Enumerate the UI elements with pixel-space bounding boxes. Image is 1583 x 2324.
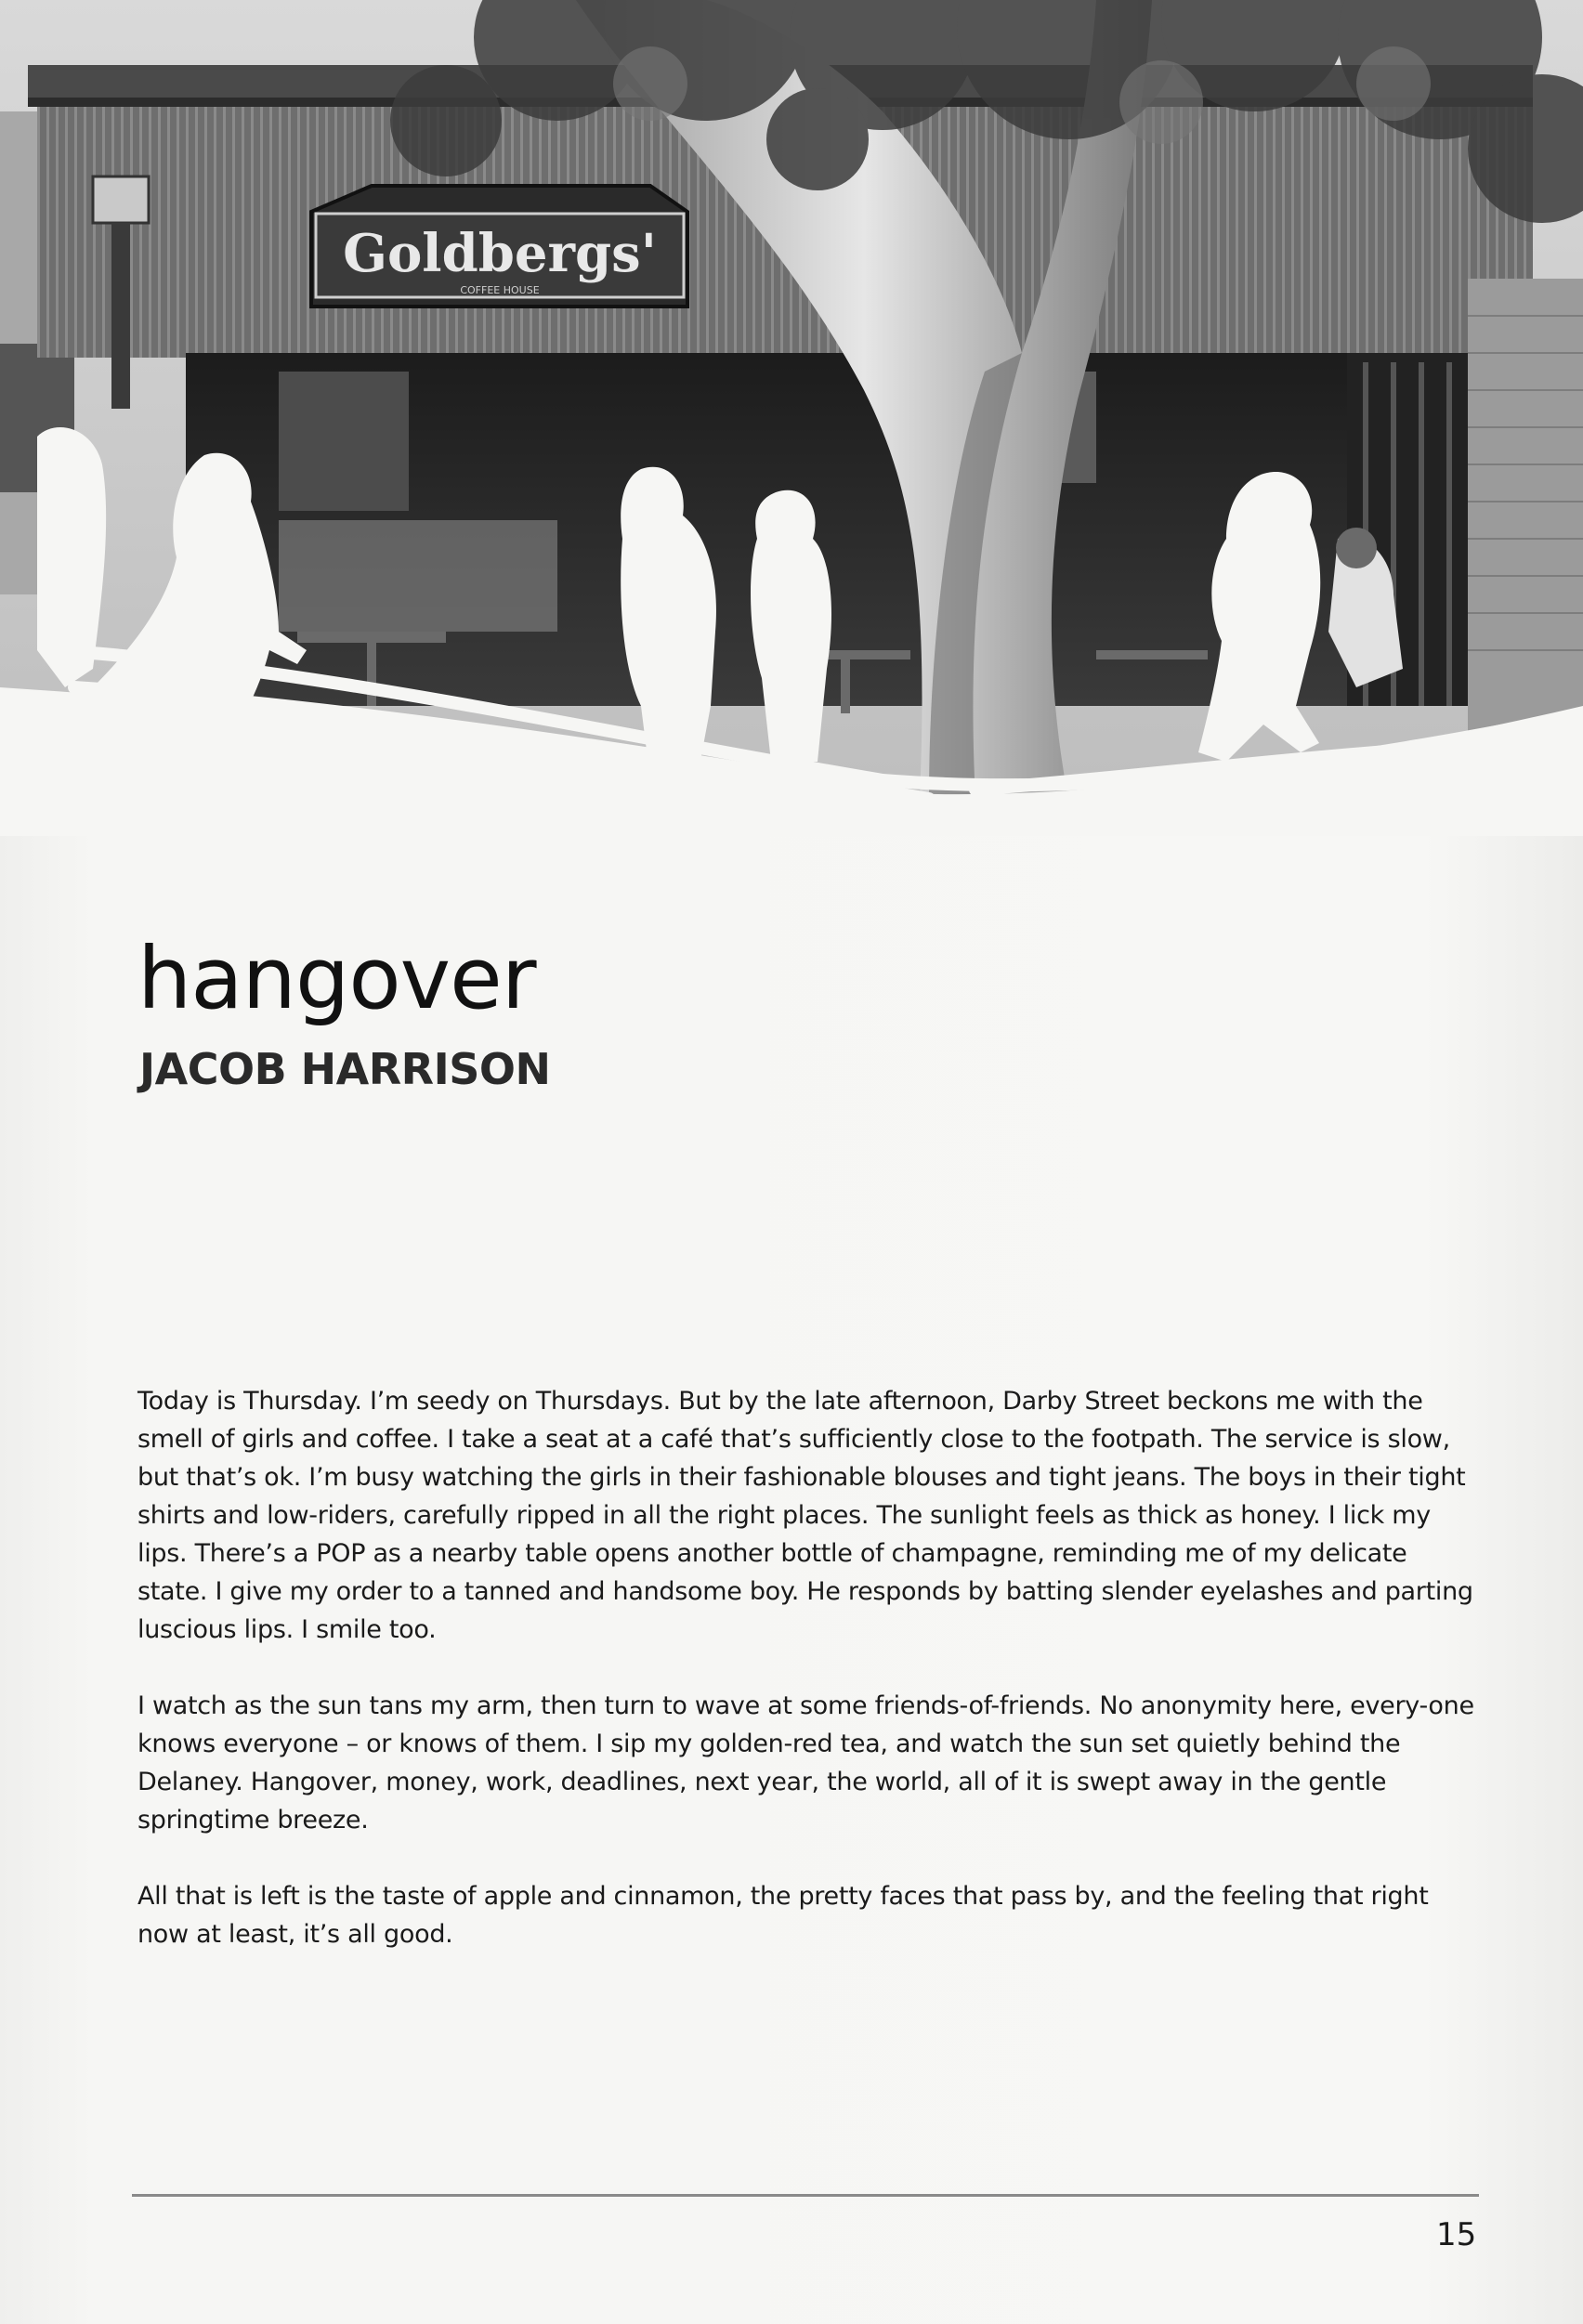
- article-title: hangover: [137, 929, 536, 1028]
- header-photo: [0, 0, 1583, 836]
- cafe-sign-subtext: COFFEE HOUSE: [460, 284, 540, 296]
- article-paragraph: All that is left is the taste of apple and cinnamon, the pretty faces that pass by, and the feeling that right now at least, it’s all good.: [137, 1882, 1429, 1949]
- article-body: [137, 1382, 1475, 1991]
- article-author: JACOB HARRISON: [139, 1044, 551, 1094]
- article-paragraph: Today is Thursday. I’m seedy on Thursdays. But by the late afternoon, Darby Street beckons me with the smell of girls and coffee. I take a seat at a café that’s sufficiently close to the footpath. The service is slow, but that’s ok. I’m busy watching the girls in their fashionable blouses and tight jeans. The boys in their tight shirts and low-riders, carefully ripped in all the right places. The sunlight feels as thick as honey. I lick my lips. There’s a POP as a nearby table opens another bottle of champagne, reminding me of my delicate state. I give my order to a tanned and handsome boy. He responds by batting slender eyelashes and parting luscious lips. I smile too.: [137, 1387, 1473, 1644]
- footer-rule: [132, 2194, 1479, 2197]
- cafe-sign-text: Goldbergs': [343, 223, 657, 284]
- page-number: 15: [1436, 2216, 1477, 2253]
- cafe-sign: [311, 186, 687, 307]
- article-paragraph: I watch as the sun tans my arm, then turn to wave at some friends-of-friends. No anonymity here, every-one knows everyone – or knows of them. I sip my golden-red tea, and watch the sun set quietly behind the Delaney. Hangover, money, work, deadlines, next year, the world, all of it is swept away in the gentle springtime breeze.: [137, 1691, 1474, 1834]
